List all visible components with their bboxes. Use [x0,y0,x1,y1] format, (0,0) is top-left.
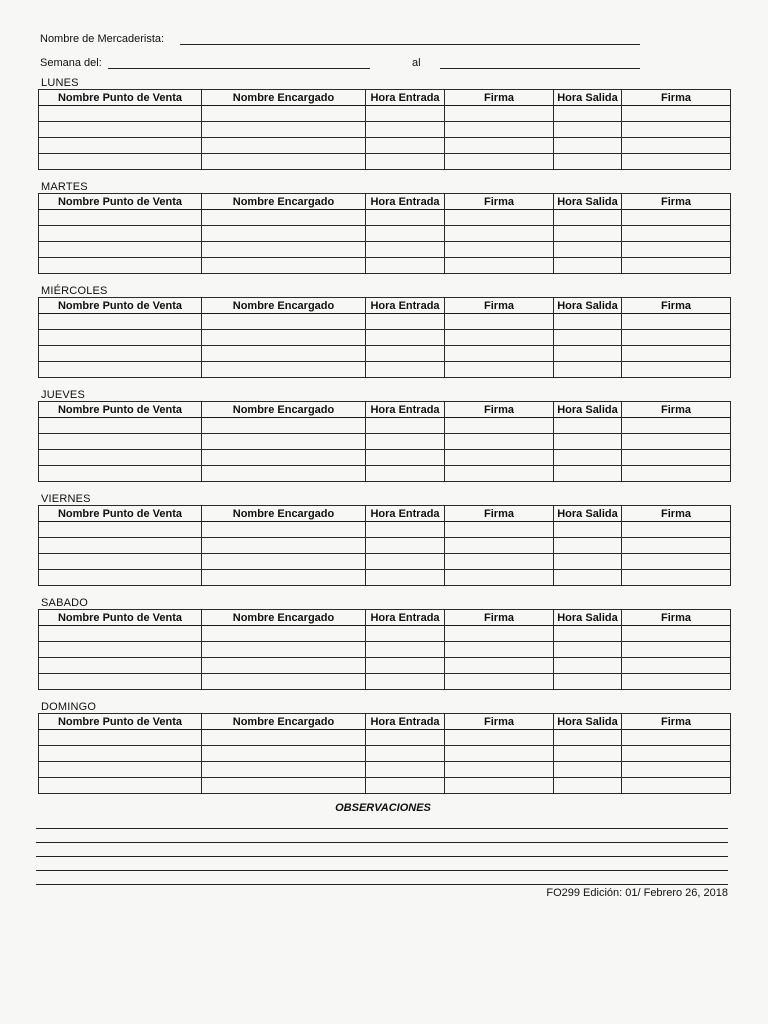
table-cell[interactable] [554,762,622,778]
table-row [39,258,731,274]
table-cell[interactable] [445,466,554,482]
table-cell[interactable] [39,122,202,138]
table-cell[interactable] [39,570,202,586]
table-cell[interactable] [554,554,622,570]
column-header: Hora Entrada [366,610,445,626]
week-field [40,57,640,69]
day-schedule-table [38,401,731,482]
table-cell[interactable] [622,346,731,362]
table-row [39,522,731,538]
day-block [38,77,731,170]
table-cell[interactable] [554,154,622,170]
table-row [39,538,731,554]
table-cell[interactable] [622,538,731,554]
column-header: Firma [445,90,554,106]
day-block [38,597,731,690]
table-cell[interactable] [622,762,731,778]
column-header: Hora Salida [554,298,622,314]
table-cell[interactable] [554,122,622,138]
table-cell[interactable] [554,570,622,586]
table-cell[interactable] [39,106,202,122]
table-cell[interactable] [622,210,731,226]
observation-line[interactable] [36,828,728,829]
table-cell[interactable] [622,642,731,658]
table-cell[interactable] [445,522,554,538]
table-cell[interactable] [445,106,554,122]
table-cell[interactable] [202,658,366,674]
table-row [39,362,731,378]
table-cell[interactable] [622,226,731,242]
table-header-row [39,402,731,418]
column-header: Firma [445,610,554,626]
table-cell[interactable] [202,106,366,122]
column-header: Nombre Punto de Venta [39,402,202,418]
table-cell[interactable] [366,418,445,434]
observation-line[interactable] [36,870,728,871]
table-cell[interactable] [445,746,554,762]
day-label: VIERNES [41,493,91,505]
table-cell[interactable] [202,554,366,570]
table-cell[interactable] [622,522,731,538]
table-row [39,138,731,154]
table-cell[interactable] [39,226,202,242]
column-header: Firma [622,194,731,210]
table-cell[interactable] [622,730,731,746]
table-cell[interactable] [366,138,445,154]
column-header: Hora Salida [554,194,622,210]
table-row [39,122,731,138]
table-cell[interactable] [366,642,445,658]
table-cell[interactable] [622,554,731,570]
column-header: Nombre Encargado [202,90,366,106]
table-cell[interactable] [554,658,622,674]
table-cell[interactable] [366,122,445,138]
table-cell[interactable] [39,434,202,450]
table-cell[interactable] [366,746,445,762]
column-header: Hora Salida [554,610,622,626]
day-schedule-table [38,193,731,274]
table-cell[interactable] [622,122,731,138]
table-cell[interactable] [39,314,202,330]
table-cell[interactable] [445,762,554,778]
table-cell[interactable] [622,106,731,122]
table-cell[interactable] [445,346,554,362]
table-cell[interactable] [202,730,366,746]
table-cell[interactable] [39,258,202,274]
table-row [39,626,731,642]
table-cell[interactable] [366,762,445,778]
table-cell[interactable] [554,242,622,258]
table-cell[interactable] [39,138,202,154]
table-cell[interactable] [622,746,731,762]
column-header: Nombre Encargado [202,714,366,730]
table-cell[interactable] [366,210,445,226]
day-label: MARTES [41,181,88,193]
table-cell[interactable] [202,450,366,466]
table-row [39,730,731,746]
table-cell[interactable] [366,554,445,570]
table-cell[interactable] [445,730,554,746]
table-cell[interactable] [445,154,554,170]
column-header: Firma [445,194,554,210]
table-cell[interactable] [445,314,554,330]
column-header: Hora Entrada [366,90,445,106]
table-row [39,450,731,466]
table-row [39,154,731,170]
table-cell[interactable] [622,330,731,346]
week-start-input-line[interactable] [108,58,370,69]
table-cell[interactable] [202,362,366,378]
table-cell[interactable] [445,538,554,554]
observation-line[interactable] [36,884,728,885]
observations-title: OBSERVACIONES [335,802,431,814]
column-header: Nombre Encargado [202,194,366,210]
table-cell[interactable] [39,642,202,658]
table-cell[interactable] [202,778,366,794]
observation-line[interactable] [36,842,728,843]
table-cell[interactable] [554,522,622,538]
table-cell[interactable] [39,762,202,778]
table-cell[interactable] [445,330,554,346]
table-cell[interactable] [445,554,554,570]
table-cell[interactable] [366,450,445,466]
column-header: Hora Salida [554,714,622,730]
table-cell[interactable] [202,570,366,586]
table-cell[interactable] [554,466,622,482]
table-row [39,346,731,362]
form-code: FO299 Edición: 01/ Febrero 26, 2018 [546,887,728,899]
table-cell[interactable] [39,626,202,642]
table-header-row [39,90,731,106]
column-header: Firma [445,298,554,314]
table-cell[interactable] [445,242,554,258]
column-header: Nombre Encargado [202,298,366,314]
table-header-row [39,298,731,314]
column-header: Nombre Punto de Venta [39,298,202,314]
table-cell[interactable] [622,658,731,674]
table-cell[interactable] [202,434,366,450]
column-header: Firma [445,402,554,418]
table-cell[interactable] [39,730,202,746]
table-cell[interactable] [39,346,202,362]
table-cell[interactable] [554,314,622,330]
column-header: Firma [445,714,554,730]
column-header: Nombre Encargado [202,610,366,626]
column-header: Nombre Punto de Venta [39,506,202,522]
table-cell[interactable] [366,778,445,794]
table-cell[interactable] [445,658,554,674]
table-cell[interactable] [366,434,445,450]
column-header: Hora Salida [554,506,622,522]
table-row [39,762,731,778]
table-cell[interactable] [554,226,622,242]
table-cell[interactable] [554,642,622,658]
day-block [38,701,731,794]
table-cell[interactable] [445,122,554,138]
table-cell[interactable] [202,418,366,434]
column-header: Hora Entrada [366,298,445,314]
table-cell[interactable] [366,362,445,378]
column-header: Firma [622,90,731,106]
merchandiser-label: Nombre de Mercaderista: [40,33,165,45]
table-cell[interactable] [554,210,622,226]
table-cell[interactable] [366,522,445,538]
table-cell[interactable] [445,362,554,378]
table-cell[interactable] [366,730,445,746]
table-cell[interactable] [554,626,622,642]
day-schedule-table [38,297,731,378]
table-cell[interactable] [202,626,366,642]
table-cell[interactable] [202,746,366,762]
table-cell[interactable] [445,434,554,450]
table-header-row [39,610,731,626]
table-cell[interactable] [366,538,445,554]
table-row [39,658,731,674]
observation-line[interactable] [36,856,728,857]
table-row [39,554,731,570]
column-header: Firma [622,714,731,730]
column-header: Nombre Punto de Venta [39,90,202,106]
day-label: LUNES [41,77,79,89]
table-cell[interactable] [39,746,202,762]
table-row [39,642,731,658]
table-cell[interactable] [366,626,445,642]
table-row [39,210,731,226]
table-cell[interactable] [366,258,445,274]
table-cell[interactable] [366,226,445,242]
table-cell[interactable] [445,450,554,466]
table-cell[interactable] [366,466,445,482]
table-cell[interactable] [39,362,202,378]
table-cell[interactable] [39,674,202,690]
table-cell[interactable] [202,138,366,154]
table-cell[interactable] [622,258,731,274]
table-cell[interactable] [554,538,622,554]
table-cell[interactable] [554,258,622,274]
column-header: Hora Entrada [366,194,445,210]
day-label: SABADO [41,597,89,609]
day-label: MIÉRCOLES [41,285,108,297]
table-cell[interactable] [554,450,622,466]
table-cell[interactable] [202,314,366,330]
table-cell[interactable] [39,210,202,226]
table-row [39,746,731,762]
table-cell[interactable] [622,362,731,378]
table-cell[interactable] [622,434,731,450]
table-cell[interactable] [39,658,202,674]
column-header: Nombre Punto de Venta [39,610,202,626]
table-cell[interactable] [445,258,554,274]
table-cell[interactable] [554,330,622,346]
table-cell[interactable] [366,242,445,258]
table-cell[interactable] [445,226,554,242]
table-cell[interactable] [202,122,366,138]
table-cell[interactable] [366,314,445,330]
table-cell[interactable] [622,570,731,586]
day-block [38,181,731,274]
table-cell[interactable] [554,746,622,762]
day-schedule-table [38,713,731,794]
table-cell[interactable] [39,330,202,346]
column-header: Hora Entrada [366,714,445,730]
table-cell[interactable] [366,570,445,586]
table-cell[interactable] [554,106,622,122]
table-cell[interactable] [202,674,366,690]
table-cell[interactable] [39,450,202,466]
table-row [39,242,731,258]
table-cell[interactable] [202,762,366,778]
day-block [38,389,731,482]
table-cell[interactable] [202,330,366,346]
table-cell[interactable] [366,330,445,346]
table-cell[interactable] [202,154,366,170]
table-cell[interactable] [622,778,731,794]
table-row [39,418,731,434]
day-schedule-table [38,89,731,170]
day-schedule-table [38,609,731,690]
table-cell[interactable] [622,450,731,466]
table-cell[interactable] [445,626,554,642]
table-cell[interactable] [202,242,366,258]
table-cell[interactable] [554,778,622,794]
table-row [39,434,731,450]
day-label: JUEVES [41,389,85,401]
table-row [39,570,731,586]
table-cell[interactable] [202,466,366,482]
merchandiser-input-line[interactable] [180,34,640,45]
table-cell[interactable] [554,418,622,434]
column-header: Hora Salida [554,402,622,418]
column-header: Nombre Punto de Venta [39,714,202,730]
to-label: al [412,57,421,69]
table-cell[interactable] [366,674,445,690]
table-cell[interactable] [622,674,731,690]
table-header-row [39,714,731,730]
table-cell[interactable] [202,210,366,226]
table-cell[interactable] [39,778,202,794]
table-cell[interactable] [39,538,202,554]
table-cell[interactable] [202,522,366,538]
table-cell[interactable] [622,242,731,258]
day-label: DOMINGO [41,701,97,713]
table-cell[interactable] [202,642,366,658]
table-cell[interactable] [622,154,731,170]
column-header: Firma [622,506,731,522]
table-cell[interactable] [445,418,554,434]
table-cell[interactable] [554,434,622,450]
table-cell[interactable] [622,138,731,154]
table-cell[interactable] [39,418,202,434]
table-cell[interactable] [39,242,202,258]
table-cell[interactable] [39,466,202,482]
merchandiser-field [40,33,640,45]
table-header-row [39,506,731,522]
column-header: Nombre Punto de Venta [39,194,202,210]
table-cell[interactable] [622,314,731,330]
table-row [39,314,731,330]
column-header: Nombre Encargado [202,402,366,418]
column-header: Firma [445,506,554,522]
table-cell[interactable] [445,210,554,226]
table-cell[interactable] [554,138,622,154]
table-row [39,674,731,690]
table-cell[interactable] [202,226,366,242]
table-cell[interactable] [445,138,554,154]
column-header: Firma [622,298,731,314]
table-cell[interactable] [554,346,622,362]
day-block [38,285,731,378]
column-header: Firma [622,610,731,626]
table-cell[interactable] [445,570,554,586]
table-cell[interactable] [622,418,731,434]
table-row [39,466,731,482]
table-row [39,330,731,346]
day-block [38,493,731,586]
table-cell[interactable] [39,522,202,538]
table-row [39,778,731,794]
table-cell[interactable] [366,346,445,362]
week-label: Semana del: [40,57,102,69]
week-end-input-line[interactable] [440,58,640,69]
table-row [39,226,731,242]
table-cell[interactable] [554,362,622,378]
column-header: Firma [622,402,731,418]
table-cell[interactable] [366,106,445,122]
table-cell[interactable] [366,658,445,674]
table-cell[interactable] [622,626,731,642]
table-cell[interactable] [554,730,622,746]
table-cell[interactable] [445,778,554,794]
day-schedule-table [38,505,731,586]
column-header: Hora Entrada [366,402,445,418]
table-cell[interactable] [366,154,445,170]
table-cell[interactable] [445,642,554,658]
table-cell[interactable] [39,554,202,570]
column-header: Nombre Encargado [202,506,366,522]
table-cell[interactable] [202,346,366,362]
table-cell[interactable] [445,674,554,690]
column-header: Hora Salida [554,90,622,106]
table-row [39,106,731,122]
table-cell[interactable] [39,154,202,170]
table-cell[interactable] [202,258,366,274]
table-cell[interactable] [622,466,731,482]
table-header-row [39,194,731,210]
table-cell[interactable] [202,538,366,554]
table-cell[interactable] [554,674,622,690]
column-header: Hora Entrada [366,506,445,522]
